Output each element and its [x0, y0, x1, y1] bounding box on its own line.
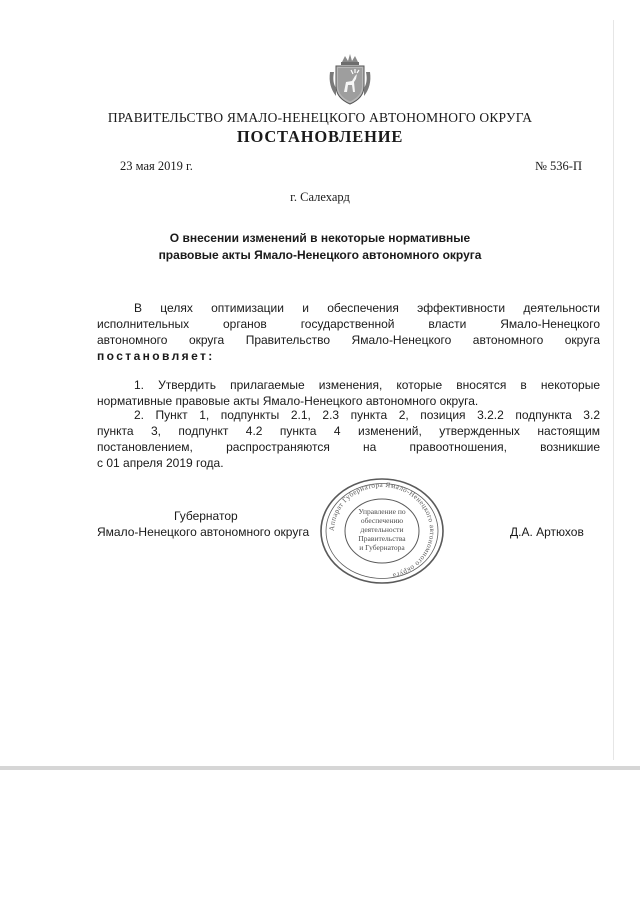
signatory-position: Губернатор — [174, 509, 238, 523]
resolves-word — [97, 348, 600, 364]
resolves-text: постановляет: — [97, 349, 215, 363]
stamp-line-4: Правительства — [358, 534, 406, 543]
title-line-2: правовые акты Ямало-Ненецкого автономного округа — [158, 248, 482, 262]
stamp-ring-text: Аппарат Губернатора Ямало-Ненецкого автономного округа — [327, 480, 437, 580]
intro-line-3: автономного округа Правительство Ямало-Ненецкого автономного округа — [97, 333, 600, 347]
scan-artifact-line — [613, 20, 614, 760]
document-title — [0, 230, 640, 264]
document-type: ПОСТАНОВЛЕНИЕ — [236, 127, 404, 146]
intro-line-2: исполнительных органов государственной власти Ямало-Ненецкого — [97, 317, 600, 331]
coat-of-arms-icon — [322, 52, 378, 108]
official-stamp — [318, 476, 446, 586]
item2-line-4: с 01 апреля 2019 года. — [97, 456, 224, 470]
page-bottom-edge — [0, 766, 640, 770]
stamp-line-2: обеспечению — [360, 516, 404, 525]
signatory-region: Ямало-Ненецкого автономного округа — [97, 525, 310, 539]
intro-line-1: В целях оптимизации и обеспечения эффективности деятельности — [134, 301, 600, 315]
document-date: 23 мая 2019 г. — [120, 159, 193, 173]
title-line-1: О внесении изменений в некоторые нормативные — [169, 231, 471, 245]
stamp-line-5: и Губернатора — [359, 543, 405, 552]
item1-line-1: 1. Утвердить прилагаемые изменения, которые вносятся в некоторые — [134, 378, 600, 392]
item2-line-3: постановлением, распространяются на правоотношения, возникшие — [97, 440, 600, 454]
document-number: № 536-П — [535, 159, 582, 173]
item2-line-1: 2. Пункт 1, подпункты 2.1, 2.3 пункта 2, позиция 3.2.2 подпункта 3.2 — [134, 408, 600, 422]
stamp-line-3: деятельности — [360, 525, 404, 534]
item1-line-2: нормативные правовые акты Ямало-Ненецкого автономного округа. — [97, 394, 479, 408]
document-city: г. Салехард — [290, 190, 350, 204]
government-name: ПРАВИТЕЛЬСТВО ЯМАЛО-НЕНЕЦКОГО АВТОНОМНОГО ОКРУГА — [107, 110, 533, 125]
stamp-line-1: Управление по — [358, 507, 406, 516]
signatory-name: Д.А. Артюхов — [510, 525, 584, 539]
item2-line-2: пункта 3, подпункт 4.2 пункта 4 изменений, утвержденных настоящим — [97, 424, 600, 438]
